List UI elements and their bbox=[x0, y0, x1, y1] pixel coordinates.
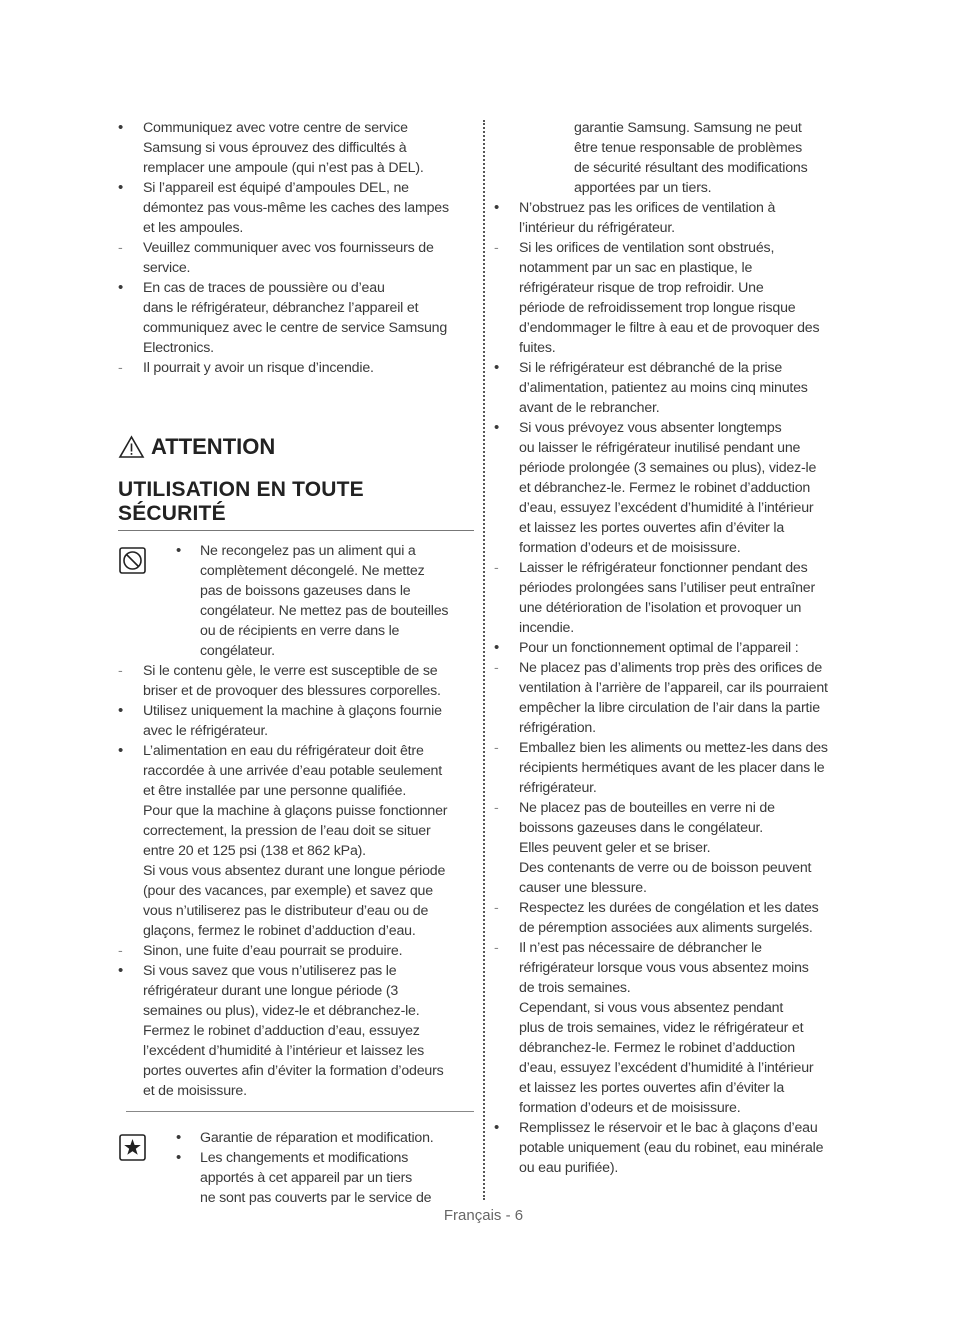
item-text bbox=[118, 178, 474, 238]
note-rule bbox=[126, 1111, 474, 1112]
bullet-item bbox=[118, 1128, 474, 1148]
text-line: Veuillez communiquer avec vos fournisseurs de bbox=[143, 240, 434, 256]
dash-marker bbox=[494, 558, 512, 578]
safety-list-continued bbox=[494, 198, 849, 1178]
dash-marker bbox=[494, 938, 512, 958]
text-line: être tenue responsable de problèmes bbox=[574, 140, 803, 156]
text-line: réfrigérateur durant une longue période (3 bbox=[143, 983, 399, 999]
item-text bbox=[118, 118, 474, 178]
dash-marker bbox=[494, 898, 512, 918]
item-text bbox=[494, 358, 849, 418]
bullet-marker bbox=[494, 418, 512, 438]
text-line: ventilation à l’arrière de l’appareil, car ils pourraient bbox=[519, 680, 828, 696]
text-line: glaçons, fermez le robinet d’adduction d’eau. bbox=[143, 923, 416, 939]
text-line: congélateur. Ne mettez pas de bouteilles bbox=[200, 603, 449, 619]
text-line: boissons gazeuses dans le congélateur. bbox=[519, 820, 764, 836]
item-text bbox=[118, 661, 474, 701]
item-text bbox=[494, 938, 849, 1118]
intro-list bbox=[118, 118, 474, 378]
text-line: formation d’odeurs et de moisissure. bbox=[519, 540, 741, 556]
text-line: réfrigérateur lorsque vous vous absentez moins bbox=[519, 960, 809, 976]
text-line: et de moisissure. bbox=[143, 1083, 247, 1099]
item-text bbox=[118, 278, 474, 358]
item-text bbox=[118, 961, 474, 1101]
text-line: récipients hermétiques avant de les placer dans le bbox=[519, 760, 825, 776]
dash-marker bbox=[494, 238, 512, 258]
dash-item bbox=[494, 898, 849, 938]
bullet-item bbox=[118, 961, 474, 1101]
item-text bbox=[118, 941, 474, 961]
text-line: causer une blessure. bbox=[519, 880, 647, 896]
text-line: Si les orifices de ventilation sont obstrués, bbox=[519, 240, 775, 256]
warning-triangle-icon bbox=[118, 435, 145, 459]
text-line: Si le contenu gèle, le verre est susceptible de se bbox=[143, 663, 438, 679]
text-line: de sécurité résultant des modifications bbox=[574, 160, 808, 176]
bullet-item bbox=[118, 1148, 474, 1208]
text-line: Si vous vous absentez durant une longue période bbox=[143, 863, 446, 879]
dash-marker bbox=[118, 238, 136, 258]
text-line: et les ampoules. bbox=[143, 220, 244, 236]
bullet-item bbox=[494, 638, 849, 658]
text-line: Communiquez avec votre centre de service bbox=[143, 120, 408, 136]
dash-marker bbox=[118, 358, 136, 378]
text-line: Garantie de réparation et modification. bbox=[200, 1130, 434, 1146]
text-line: de péremption associées aux aliments surgelés. bbox=[519, 920, 813, 936]
text-line: et laissez les portes ouvertes afin d’éviter la bbox=[519, 1080, 785, 1096]
item-text bbox=[494, 198, 849, 238]
dash-item bbox=[118, 661, 474, 701]
text-line: ou de récipients en verre dans le bbox=[200, 623, 400, 639]
left-column bbox=[118, 118, 474, 1208]
dash-item bbox=[494, 238, 849, 358]
item-text bbox=[118, 358, 474, 378]
text-line: période de refroidissement trop longue risque bbox=[519, 300, 796, 316]
text-line: fuites. bbox=[519, 340, 556, 356]
text-line: Il n’est pas nécessaire de débrancher le bbox=[519, 940, 762, 956]
text-line: réfrigération. bbox=[519, 720, 596, 736]
item-text bbox=[118, 1148, 474, 1208]
text-line: une détérioration de l’isolation et provoquer un bbox=[519, 600, 802, 616]
prohibition-note bbox=[118, 541, 474, 661]
dash-item bbox=[118, 238, 474, 278]
dash-item bbox=[494, 738, 849, 798]
warranty-continuation bbox=[494, 118, 849, 198]
text-line: Ne recongelez pas un aliment qui a bbox=[200, 543, 416, 559]
dash-marker bbox=[494, 738, 512, 758]
text-line: correctement, la pression de l’eau doit se situer bbox=[143, 823, 431, 839]
dash-item bbox=[118, 941, 474, 961]
text-line: Pour un fonctionnement optimal de l’appareil : bbox=[519, 640, 799, 656]
text-line: remplacer une ampoule (qui n’est pas à DEL). bbox=[143, 160, 424, 176]
text-line: En cas de traces de poussière ou d’eau bbox=[143, 280, 385, 296]
dash-item bbox=[118, 358, 474, 378]
text-line: démontez pas vous-même les caches des lampes bbox=[143, 200, 449, 216]
text-line: apportés à cet appareil par un tiers bbox=[200, 1170, 413, 1186]
bullet-item bbox=[494, 1118, 849, 1178]
text-line: plus de trois semaines, videz le réfrigérateur et bbox=[519, 1020, 804, 1036]
dash-item bbox=[494, 938, 849, 1118]
text-line: d’alimentation, patientez au moins cinq minutes bbox=[519, 380, 808, 396]
text-line: Si l’appareil est équipé d’ampoules DEL, ne bbox=[143, 180, 409, 196]
bullet-item bbox=[118, 118, 474, 178]
bullet-marker bbox=[494, 198, 512, 218]
bullet-marker bbox=[494, 358, 512, 378]
bullet-item bbox=[494, 358, 849, 418]
text-line: Il pourrait y avoir un risque d’incendie. bbox=[143, 360, 374, 376]
text-line: d’eau, essuyez l’excédent d’humidité à l’intérieur bbox=[519, 500, 814, 516]
dash-item bbox=[494, 798, 849, 898]
item-text bbox=[118, 1128, 474, 1148]
item-text bbox=[494, 798, 849, 898]
item-text bbox=[494, 738, 849, 798]
text-line: avant de le rebrancher. bbox=[519, 400, 660, 416]
text-line: portes ouvertes afin d’éviter la formation d’odeurs bbox=[143, 1063, 444, 1079]
text-line: raccordée à une arrivée d’eau potable seulement bbox=[143, 763, 442, 779]
text-line: ne sont pas couverts par le service de bbox=[200, 1190, 432, 1206]
page-footer: Français - 6 bbox=[443, 1207, 524, 1224]
text-line: Samsung si vous éprouvez des difficultés à bbox=[143, 140, 407, 156]
text-line: (pour des vacances, par exemple) et savez que bbox=[143, 883, 433, 899]
bullet-item bbox=[118, 701, 474, 741]
text-line: briser et de provoquer des blessures corporelles. bbox=[143, 683, 441, 699]
text-line: Electronics. bbox=[143, 340, 214, 356]
text-line: apportées par un tiers. bbox=[574, 180, 712, 196]
dash-marker bbox=[118, 941, 136, 961]
bullet-item bbox=[118, 741, 474, 941]
item-text bbox=[118, 238, 474, 278]
text-line: Elles peuvent geler et se briser. bbox=[519, 840, 711, 856]
bullet-marker bbox=[118, 178, 136, 198]
dash-item bbox=[494, 658, 849, 738]
text-line: incendie. bbox=[519, 620, 574, 636]
text-line: ou laisser le réfrigérateur inutilisé pendant une bbox=[519, 440, 801, 456]
text-line: N’obstruez pas les orifices de ventilation à bbox=[519, 200, 776, 216]
bullet-item bbox=[494, 198, 849, 238]
text-line: semaines ou plus), videz-le et débranchez-le. bbox=[143, 1003, 420, 1019]
bullet-marker bbox=[494, 1118, 512, 1138]
text-line: Des contenants de verre ou de boisson peuvent bbox=[519, 860, 812, 876]
right-column bbox=[494, 118, 849, 1178]
item-text bbox=[118, 701, 474, 741]
bullet-marker bbox=[118, 278, 136, 298]
text-line: l’intérieur du réfrigérateur. bbox=[519, 220, 675, 236]
bullet-item bbox=[118, 541, 474, 661]
text-line: dans le réfrigérateur, débranchez l’appareil et bbox=[143, 300, 419, 316]
bullet-item bbox=[494, 418, 849, 558]
dash-marker bbox=[494, 798, 512, 818]
text-line: garantie Samsung. Samsung ne peut bbox=[574, 120, 802, 136]
text-line: période prolongée (3 semaines ou plus), videz-le bbox=[519, 460, 817, 476]
text-line: congélateur. bbox=[200, 643, 275, 659]
bullet-item bbox=[118, 278, 474, 358]
text-line: L’alimentation en eau du réfrigérateur doit être bbox=[143, 743, 424, 759]
text-line: avec le réfrigérateur. bbox=[143, 723, 268, 739]
text-line: de trois semaines. bbox=[519, 980, 631, 996]
text-line: notamment par un sac en plastique, le bbox=[519, 260, 753, 276]
dash-marker bbox=[494, 658, 512, 678]
text-line: Si le réfrigérateur est débranché de la prise bbox=[519, 360, 783, 376]
text-line: service. bbox=[143, 260, 191, 276]
text-line: d’eau, essuyez l’excédent d’humidité à l’intérieur bbox=[519, 1060, 814, 1076]
item-text bbox=[494, 418, 849, 558]
text-line: potable uniquement (eau du robinet, eau minérale bbox=[519, 1140, 824, 1156]
text-line: vous n’utiliserez pas le distributeur d’eau ou de bbox=[143, 903, 429, 919]
text-line: Cependant, si vous vous absentez pendant bbox=[519, 1000, 784, 1016]
attention-heading bbox=[118, 430, 474, 464]
text-line: Respectez les durées de congélation et les dates bbox=[519, 900, 819, 916]
text-line: Pour que la machine à glaçons puisse fonctionner bbox=[143, 803, 448, 819]
text-line: Fermez le robinet d’adduction d’eau, essuyez bbox=[143, 1023, 420, 1039]
text-line: réfrigérateur. bbox=[519, 780, 597, 796]
text-line: Utilisez uniquement la machine à glaçons fournie bbox=[143, 703, 442, 719]
text-line: Les changements et modifications bbox=[200, 1150, 409, 1166]
text-line: l’excédent d’humidité à l’intérieur et laissez les bbox=[143, 1043, 424, 1059]
dash-marker bbox=[118, 661, 136, 681]
bullet-marker bbox=[118, 741, 136, 761]
text-line: et être installée par une personne qualifiée. bbox=[143, 783, 407, 799]
text-line: entre 20 et 125 psi (138 et 862 kPa). bbox=[143, 843, 366, 859]
column-divider bbox=[483, 120, 485, 1200]
bullet-marker bbox=[176, 541, 194, 561]
text-line: Laisser le réfrigérateur fonctionner pendant des bbox=[519, 560, 808, 576]
text-line: complètement décongelé. Ne mettez bbox=[200, 563, 425, 579]
attention-label: ATTENTION bbox=[151, 434, 276, 459]
text-line: Remplissez le réservoir et le bac à glaçons d’eau bbox=[519, 1120, 818, 1136]
text-line: Si vous prévoyez vous absenter longtemps bbox=[519, 420, 782, 436]
bullet-marker bbox=[176, 1148, 194, 1168]
item-text bbox=[494, 898, 849, 938]
text-line: réfrigérateur risque de trop refroidir. Une bbox=[519, 280, 764, 296]
bullet-marker bbox=[118, 961, 136, 981]
section-title: UTILISATION EN TOUTE SÉCURITÉ bbox=[118, 478, 474, 531]
text-line: pas de boissons gazeuses dans le bbox=[200, 583, 411, 599]
text-line: ou eau purifiée). bbox=[519, 1160, 619, 1176]
bullet-marker bbox=[494, 638, 512, 658]
bullet-item bbox=[118, 178, 474, 238]
text-line: empêcher la libre circulation de l’air dans la partie bbox=[519, 700, 820, 716]
text-line: Sinon, une fuite d’eau pourrait se produire. bbox=[143, 943, 403, 959]
text-line: débranchez-le. Fermez le robinet d’adduction bbox=[519, 1040, 795, 1056]
text-line: formation d’odeurs et de moisissure. bbox=[519, 1100, 741, 1116]
safety-list bbox=[118, 661, 474, 1101]
text-line: et laissez les portes ouvertes afin d’éviter la bbox=[519, 520, 785, 536]
text-line: périodes prolongées sans l’utiliser peut entraîner bbox=[519, 580, 816, 596]
warranty-note bbox=[118, 1128, 474, 1208]
item-text bbox=[118, 541, 474, 661]
dash-item bbox=[494, 558, 849, 638]
item-text bbox=[118, 741, 474, 941]
text-line: Ne placez pas de bouteilles en verre ni de bbox=[519, 800, 775, 816]
text-line: communiquez avec le centre de service Samsung bbox=[143, 320, 448, 336]
text-line: Emballez bien les aliments ou mettez-les dans des bbox=[519, 740, 828, 756]
item-text bbox=[494, 638, 849, 658]
item-text bbox=[494, 1118, 849, 1178]
bullet-marker bbox=[118, 701, 136, 721]
text-line: d’endommager le filtre à eau et de provoquer des bbox=[519, 320, 820, 336]
text-line: Ne placez pas d’aliments trop près des orifices de bbox=[519, 660, 823, 676]
text-line: et débranchez-le. Fermez le robinet d’adduction bbox=[519, 480, 811, 496]
bullet-marker bbox=[118, 118, 136, 138]
item-text bbox=[494, 658, 849, 738]
text-line: Si vous savez que vous n’utiliserez pas le bbox=[143, 963, 397, 979]
item-text bbox=[494, 558, 849, 638]
item-text bbox=[494, 238, 849, 358]
bullet-marker bbox=[176, 1128, 194, 1148]
